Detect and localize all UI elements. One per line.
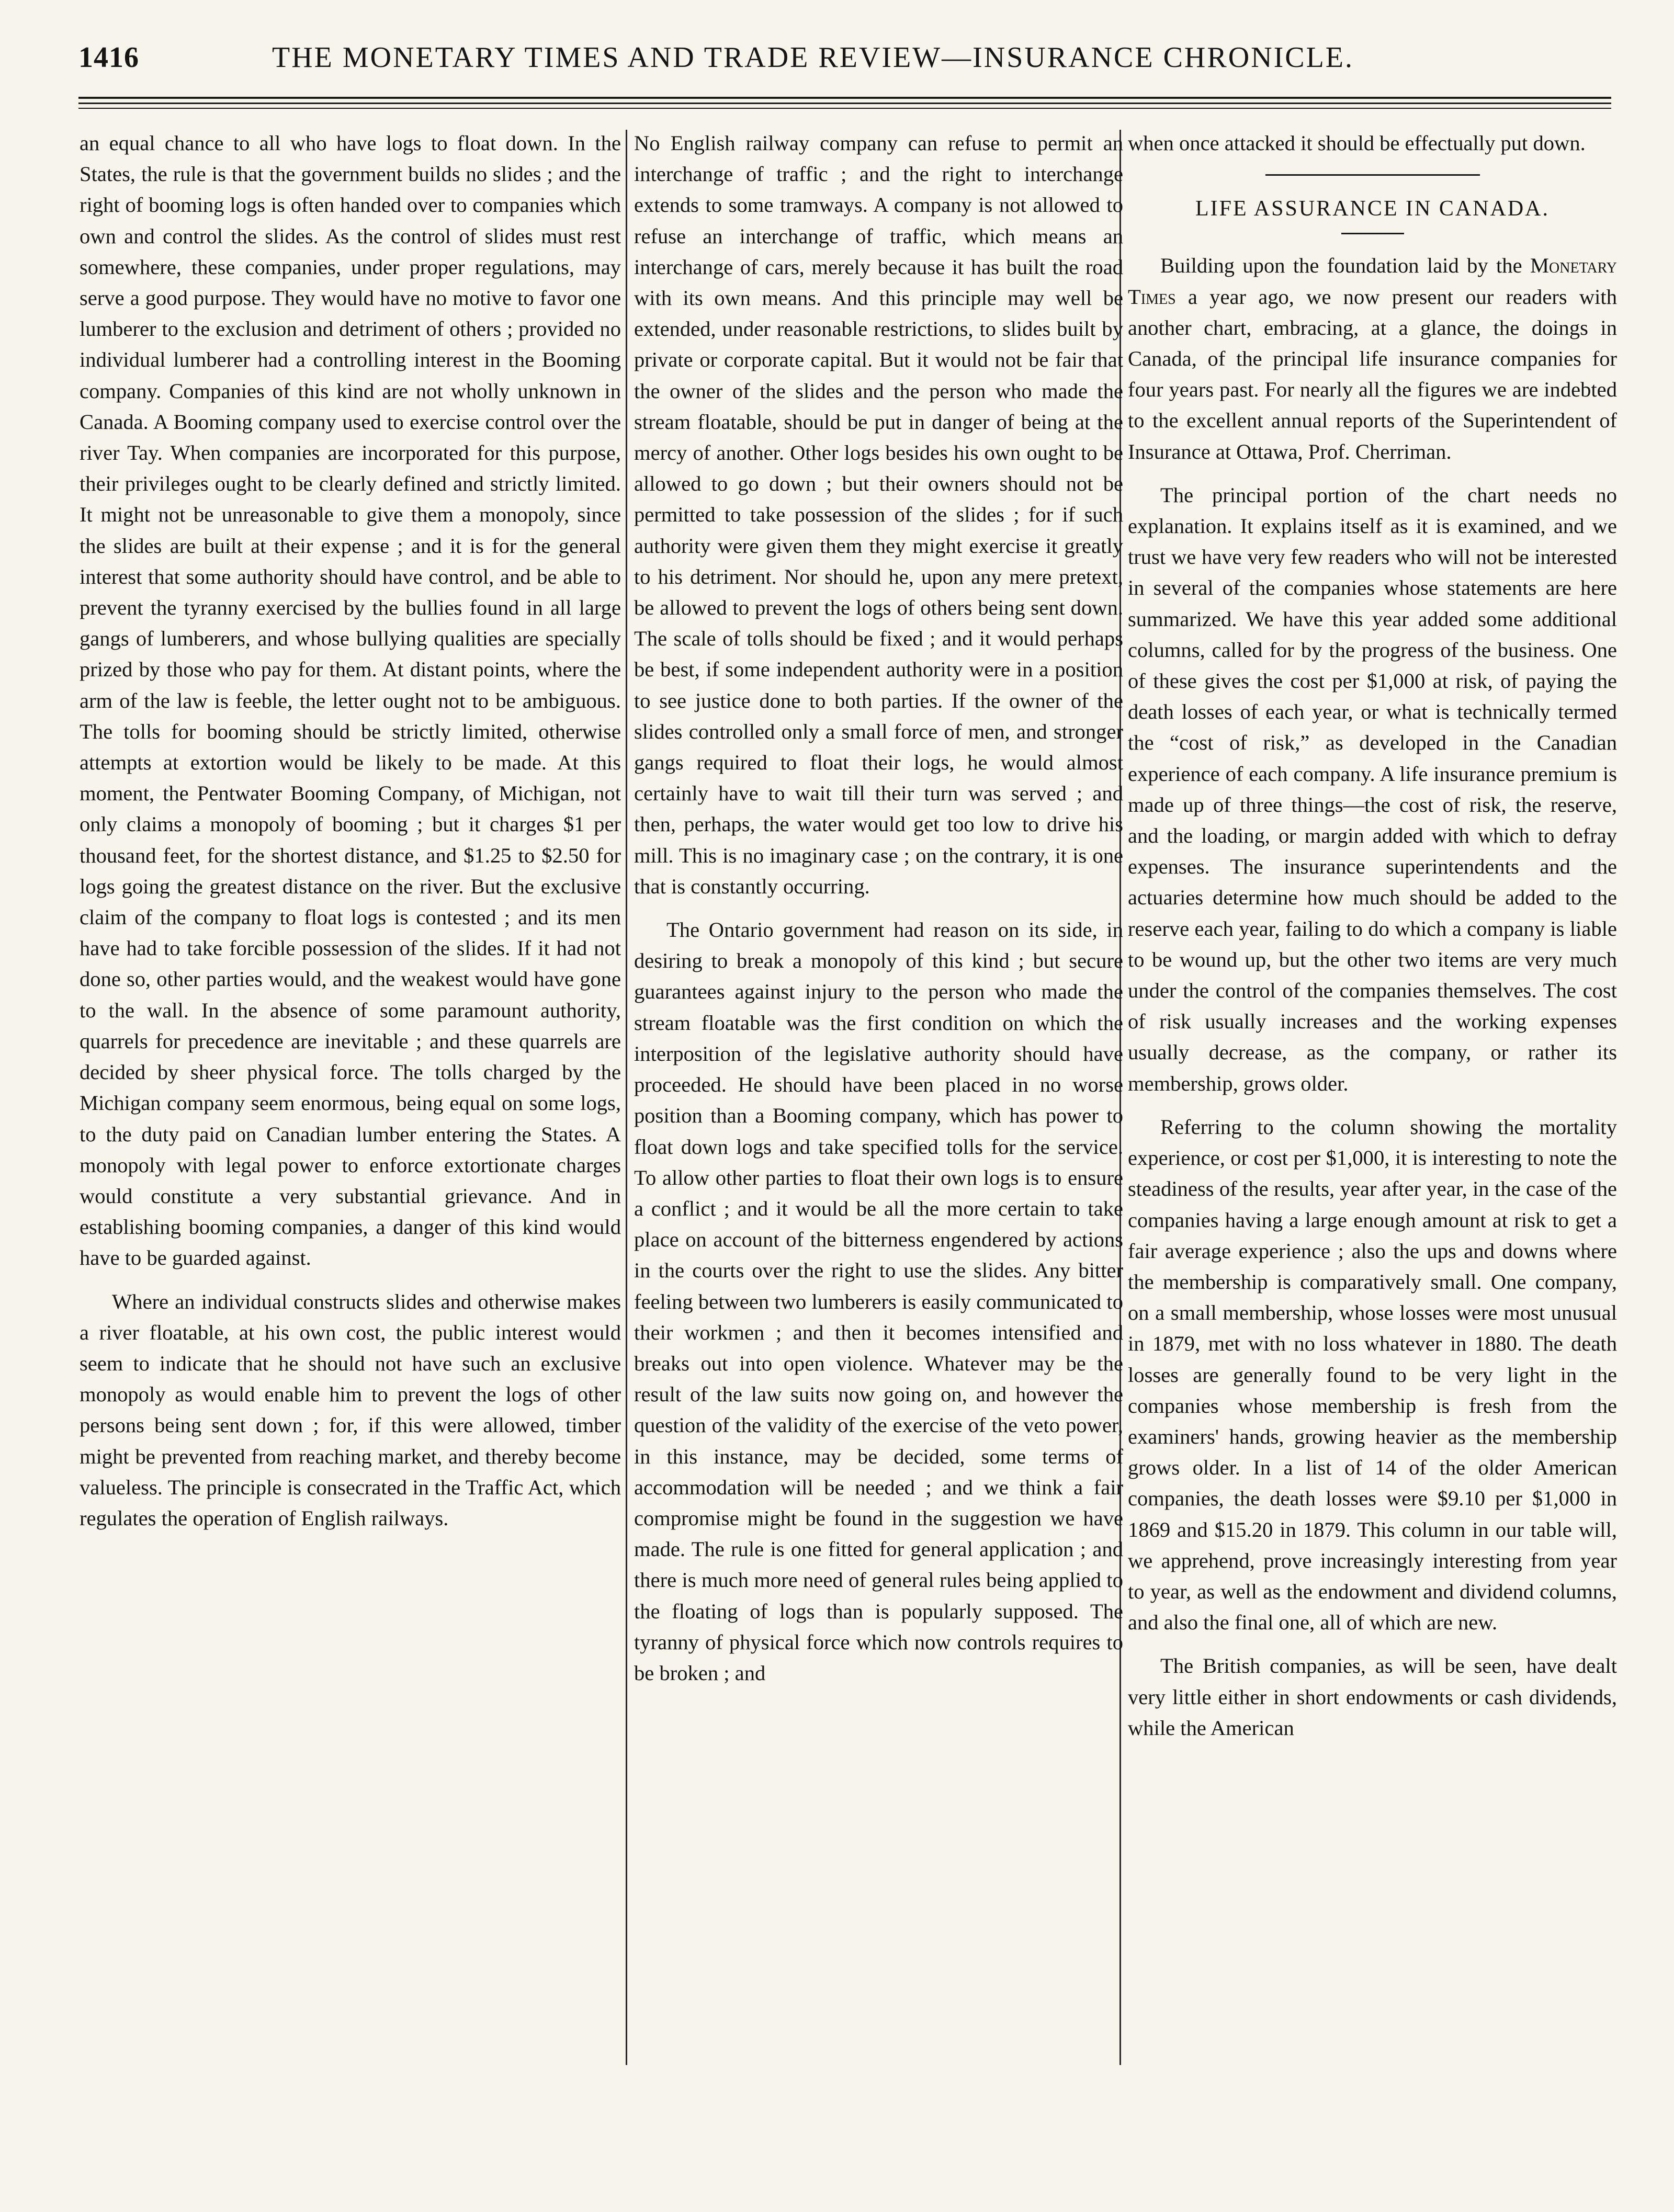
article-column-2 <box>634 128 1123 1688</box>
section-title: LIFE ASSURANCE IN CANADA. <box>1195 197 1550 221</box>
section-divider <box>1265 174 1480 176</box>
article-column-1 <box>80 128 621 1534</box>
page-number: 1416 <box>78 41 139 74</box>
intro-text-start: Building upon the foundation laid by the <box>1160 254 1522 278</box>
title-underline <box>1341 233 1404 234</box>
intro-text-end: a year ago, we now present our readers with another chart, embracing, at a glance, the doings in Canada, of the principal life insurance companies for four years past. For nearly all the figures we are indebted to the excellent annual reports of the Superintendent of Insurance at Ottawa, Prof. Cherriman. <box>1128 285 1617 463</box>
header-rule-middle <box>78 103 1611 104</box>
paragraph: The principal portion of the chart needs no explanation. It explains itself as it is examined, and we trust we have very few readers who will not be interested in several of the companies whose statements are here summarized. We have this year added some additional columns, called for by the progress of the business. One of these gives the cost per $1,000 at risk, of paying the death losses of each year, or what is technically termed the “cost of risk,” as developed in the Canadian experience of each company. A life insurance premium is made up of three things—the cost of risk, the reserve, and the loading, or margin added with which to defray expenses. The insurance superintendents and the actuaries determine how much should be added to the reserve each year, failing to do which a company is liable to be wound up, but the other two items are very much under the control of the companies themselves. The cost of risk usually increases and the working expenses usually decrease, as the company, or rather its membership, grows older. <box>1128 483 1617 1095</box>
paragraph: No English railway company can refuse to permit an interchange of traffic ; and the right to interchange extends to some tramways. A company is not allowed to refuse an interchange of traffic, which means an interchange of cars, merely because it has built the road with its own means. And this principle may well be extended, under reasonable restrictions, to slides built by private or corporate capital. But it would not be fair that the owner of the slides and the person who made the stream floatable, should be put in danger of being at the mercy of another. Other logs besides his own ought to be allowed to go down ; but their owners should not be permitted to take possession of the slides ; for if such authority were given them they might exercise it greatly to his detriment. Nor should he, upon any mere pretext, be allowed to prevent the logs of others being sent down. The scale of tolls should be fixed ; and it would perhaps be best, if some independent authority were in a position to see justice done to both parties. If the owner of the slides controlled only a small force of men, and stronger gangs required to float their logs, he would almost certainly have to wait till their turn was served ; and then, perhaps, the water would get too low to drive his mill. This is no imaginary case ; on the contrary, it is one that is constantly occurring. <box>634 131 1123 898</box>
intro-paragraph <box>1128 250 1617 467</box>
paragraph: The Ontario government had reason on its side, in desiring to break a monopoly of this kind ; but secure guarantees against injury to the person who made the stream floatable was the first condition on which the interposition of the legislative authority should have proceeded. He should have been placed in no worse position than a Booming company, which has power to float down logs and take specified tolls for the service. To allow other parties to float their own logs is to ensure a conflict ; and it would be all the more certain to take place on account of the bitterness engendered by actions in the courts over the right to use the slides. Any bitter feeling between two lumberers is easily communicated to their workmen ; and then it becomes intensified and breaks out into open violence. Whatever may be the result of the law suits now going on, and however the question of the validity of the exercise of the veto power, in this instance, may be decided, some terms of accommodation will be needed ; and we think a fair compromise might be found in the suggestion we have made. The rule is one fitted for general application ; and there is much more need of general rules being applied to the floating of logs than is popularly supposed. The tyranny of physical force which now controls requires to be broken ; and <box>634 918 1123 1685</box>
paragraph: when once attacked it should be effectually put down. <box>1128 131 1586 155</box>
publication-name: Monetary Times <box>1128 254 1617 309</box>
paragraph: Where an individual constructs slides and otherwise makes a river floatable, at his own cost, the public interest would seem to indicate that he should not have such an exclusive monopoly as would enable him to prevent the logs of other persons being sent down ; for, if this were allowed, timber might be prevented from reaching market, and thereby become valueless. The principle is consecrated in the Traffic Act, which regulates the operation of English railways. <box>80 1289 621 1530</box>
article-column-3 <box>1128 128 1617 1743</box>
header-rule-bottom <box>78 108 1611 109</box>
running-title: THE MONETARY TIMES AND TRADE REVIEW—INSURANCE CHRONICLE. <box>272 41 1354 74</box>
header-rule-top <box>78 97 1611 99</box>
column-divider-left <box>626 130 627 2065</box>
page-header <box>78 41 1611 88</box>
paragraph: The British companies, as will be seen, have dealt very little either in short endowments or cash dividends, while the American <box>1128 1654 1617 1740</box>
paragraph: an equal chance to all who have logs to float down. In the States, the rule is that the government builds no slides ; and the right of booming logs is often handed over to companies which own and control the slides. As the control of slides must rest somewhere, these companies, under proper regulations, may serve a good purpose. They would have no motive to favor one lumberer to the exclusion and detriment of others ; provided no individual lumberer had a controlling interest in the Booming company. Companies of this kind are not wholly unknown in Canada. A Booming company used to exercise control over the river Tay. When companies are incorporated for this purpose, their privileges ought to be clearly defined and strictly limited. It might not be unreasonable to give them a monopoly, since the slides are built at their expense ; and it is for the general interest that some authority should have control, and be able to prevent the tyranny exercised by the bullies found in all large gangs of lumberers, and whose bullying qualities are specially prized by those who pay for them. At distant points, where the arm of the law is feeble, the letter ought not to be ambiguous. The tolls for booming should be strictly limited, otherwise attempts at extortion would be likely to be made. At this moment, the Pentwater Booming Company, of Michigan, not only claims a monopoly of booming ; but it charges $1 per thousand feet, for the shortest distance, and $1.25 to $2.50 for logs going the greatest distance on the river. But the exclusive claim of the company to float logs is contested ; and its men have had to take forcible possession of the slides. If it had not done so, other parties would, and the weakest would have gone to the wall. In the absence of some paramount authority, quarrels for precedence are inevitable ; and these quarrels are decided by sheer physical force. The tolls charged by the Michigan company seem enormous, being equal on some logs, to the duty paid on Canadian lumber entering the States. A monopoly with legal power to enforce extortionate charges would constitute a very substantial grievance. And in establishing booming companies, a danger of this kind would have to be guarded against. <box>80 131 621 1270</box>
paragraph: Referring to the column showing the mortality experience, or cost per $1,000, it is interesting to note the steadiness of the results, year after year, in the case of the companies having a large enough amount at risk to get a fair average experience ; also the ups and downs where the membership is comparatively small. One company, on a small membership, whose losses were most unusual in 1879, met with no loss whatever in 1880. The death losses are generally found to be very light in the companies whose membership is fresh from the examiners' hands, growing heavier as the membership grows older. In a list of 14 of the older American companies, the death losses were $9.10 per $1,000 in 1869 and $15.20 in 1879. This column in our table will, we apprehend, prove increasingly interesting from year to year, as well as the endowment and dividend columns, and also the final one, all of which are new. <box>1128 1115 1617 1635</box>
